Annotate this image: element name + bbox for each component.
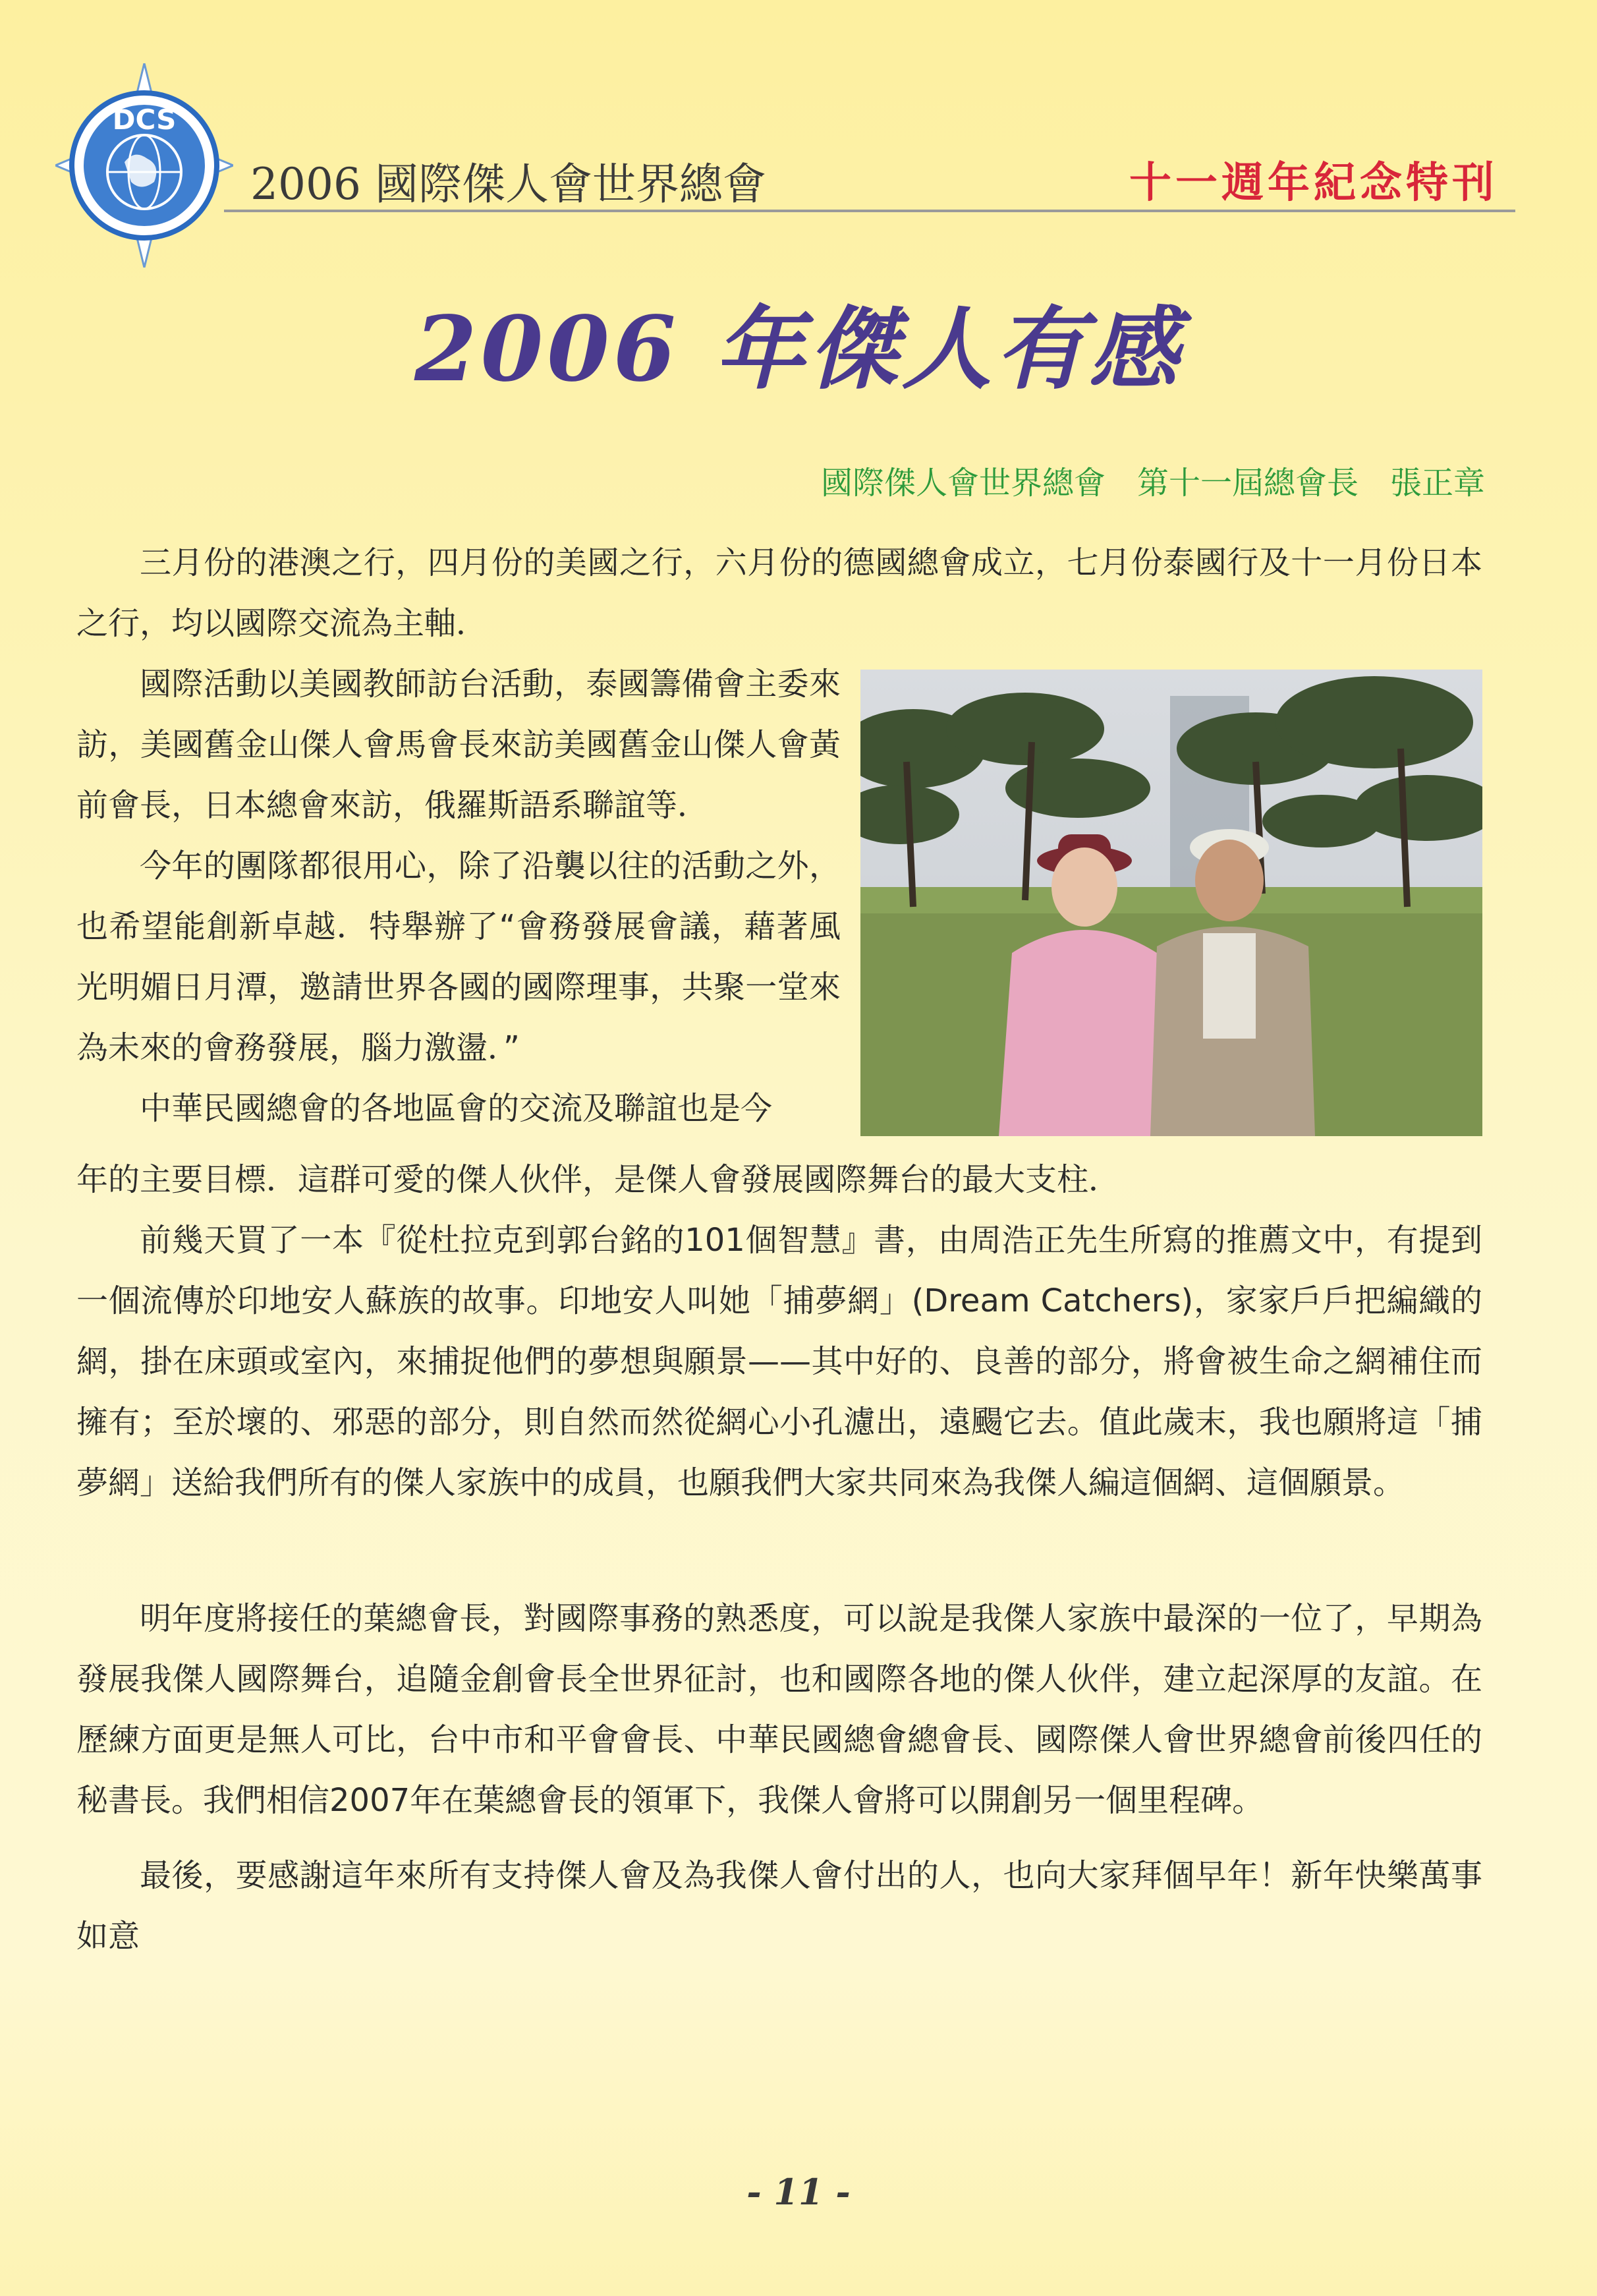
byline-position: 第十一屆總會長 <box>1136 465 1359 502</box>
byline-name: 張正章 <box>1389 465 1485 502</box>
paragraph-2: 國際活動以美國教師訪台活動，泰國籌備會主委來訪，美國舊金山傑人會馬會長來訪美國舊金山傑人會黃前會長，日本總會來訪，俄羅斯語系聯誼等． <box>76 666 841 824</box>
header-left-title: 2006 國際傑人會世界總會 <box>250 159 766 210</box>
paragraph-3: 今年的團隊都很用心，除了沿襲以往的活動之外，也希望能創新卓越．特舉辦了“會務發展會議，藉著風光明媚日月潭，邀請世界各國的國際理事，共聚一堂來為未來的會務發展，腦力激盪．” <box>76 847 841 1066</box>
globe-compass-icon <box>55 63 233 268</box>
photo-couple-in-park <box>860 670 1482 1136</box>
header-right-title: 十一週年紀念特刊 <box>1129 158 1498 208</box>
byline-org: 國際傑人會世界總會 <box>820 465 1106 502</box>
paragraph-7: 最後，要感謝這年來所有支持傑人會及為我傑人會付出的人，也向大家拜個早年！新年快樂萬事如意 <box>76 1857 1482 1955</box>
page-number: - 11 - <box>746 2171 851 2213</box>
dcs-logo <box>55 63 233 268</box>
paragraph-4-start: 中華民國總會的各地區會的交流及聯誼也是今 <box>140 1090 773 1127</box>
paragraph-4-end: 年的主要目標．這群可愛的傑人伙伴，是傑人會發展國際舞台的最大支柱． <box>76 1161 1121 1198</box>
article-title: 2006 年傑人有感 <box>414 297 1183 402</box>
paragraph-5: 前幾天買了一本『從杜拉克到郭台銘的101個智慧』書，由周浩正先生所寫的推薦文中，有提到一個流傳於印地安人蘇族的故事。印地安人叫她「捕夢網」(Dream Catchers)，家家戶戶把編織的網，掛在床頭或室內，來捕捉他們的夢想與願景——其中好的、良善的部分，將會被生命之網補住而擁有；至於壞的、邪惡的部分，則自然而然從網心小孔濾出，遠颺它去。值此歲末，我也願將這「捕夢網」送給我們所有的傑人家族中的成員，也願我們大家共同來為我傑人編這個網、這個願景。 <box>76 1222 1482 1501</box>
paragraph-6: 明年度將接任的葉總會長，對國際事務的熟悉度，可以說是我傑人家族中最深的一位了，早期為發展我傑人國際舞台，追隨金創會長全世界征討，也和國際各地的傑人伙伴，建立起深厚的友誼。在歷練方面更是無人可比，台中市和平會會長、中華民國總會總會長、國際傑人會世界總會前後四任的秘書長。我們相信2007年在葉總會長的領軍下，我傑人會將可以開創另一個里程碑。 <box>76 1600 1482 1819</box>
byline <box>789 457 1485 503</box>
logo-text: DCS <box>112 103 177 136</box>
paragraph-1: 三月份的港澳之行，四月份的美國之行，六月份的德國總會成立，七月份泰國行及十一月份日本之行，均以國際交流為主軸． <box>76 544 1482 642</box>
photo-image <box>860 670 1482 1136</box>
header-divider <box>224 210 1515 212</box>
